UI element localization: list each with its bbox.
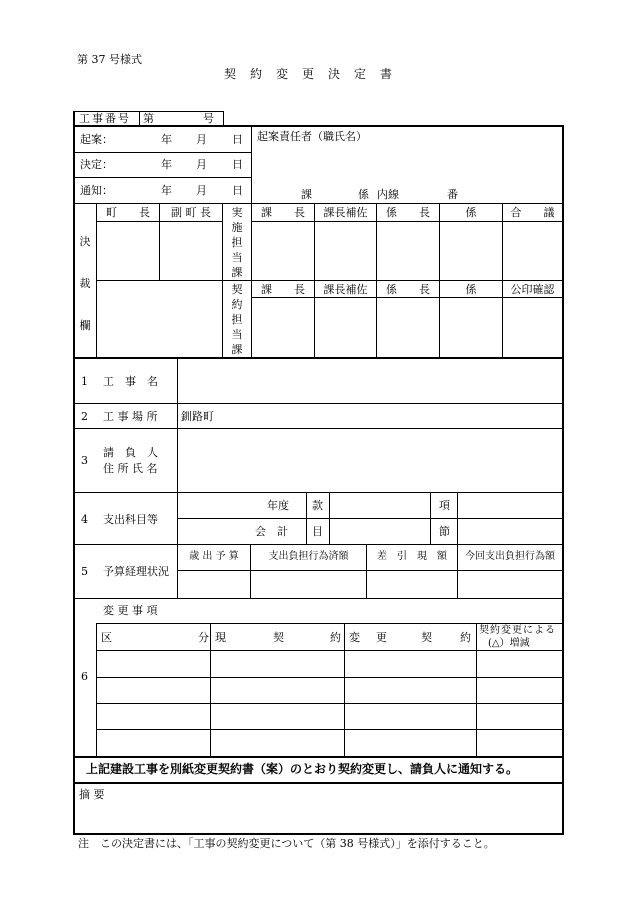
s6-num: 6 <box>81 670 88 683</box>
moku-label: 目 <box>312 525 323 538</box>
row1-kachohosa: 課長補佐 <box>323 206 368 219</box>
tsuchi-day-label: 日 <box>232 184 243 197</box>
keiyaku-tanto-1: 契 <box>231 283 243 296</box>
konkai-shishutsu-header: 今回支出負担行為額 <box>465 551 555 562</box>
jisshi-tanto-4: 当 <box>231 251 243 264</box>
kian-month-label: 月 <box>196 133 207 146</box>
statement-text: 上記建設工事を別紙変更契約書（案）のとおり契約変更し、請負人に通知する。 <box>86 762 519 776</box>
gen-yaku-label: 約 <box>330 631 341 644</box>
kian-day-label: 日 <box>232 133 243 146</box>
s5-label: 予算経理状況 <box>103 565 169 578</box>
kessai-label-2: 裁 <box>79 277 91 290</box>
keiyaku-tanto-2: 約 <box>231 298 243 311</box>
s3-num: 3 <box>81 454 88 467</box>
tsuchi-date-label: 通知： <box>80 184 113 197</box>
sashihiki-gengaku-header: 差 引 現 額 <box>377 551 447 562</box>
row2-kakaricho: 係 長 <box>386 283 430 296</box>
fukuchocho-header: 副 町 長 <box>171 206 211 219</box>
jisshi-tanto-1: 実 <box>231 206 243 219</box>
kou-label-s6: 更 <box>376 631 387 644</box>
chocho-header: 町 長 <box>106 206 150 219</box>
keiyaku-tanto-5: 課 <box>231 343 243 356</box>
bun-label: 分 <box>198 631 209 644</box>
tekiyo-input[interactable] <box>120 786 558 828</box>
page-title: 契 約 変 更 決 定 書 <box>224 67 394 81</box>
kou-label: 項 <box>439 499 450 512</box>
kian-year-label: 年 <box>161 133 172 146</box>
row2-kakari: 係 <box>465 283 477 296</box>
saishutsu-yosan-header: 歳 出 予 算 <box>189 551 239 562</box>
s4-num: 4 <box>81 513 88 526</box>
shishutsu-futan-zumi-header: 支出負担行為済額 <box>268 551 349 562</box>
zogen-header-1: 契約変更による <box>479 625 556 636</box>
kettei-year-label: 年 <box>161 158 172 171</box>
kettei-date-label: 決定： <box>80 158 113 171</box>
contact-ban: 番 <box>447 188 458 201</box>
ku-label: 区 <box>101 631 112 644</box>
kaikei-label: 会 計 <box>255 525 288 538</box>
kian-sekininsha-label: 起案責任者（職氏名） <box>257 130 367 143</box>
jisshi-tanto-3: 担 <box>231 236 243 249</box>
row2-kachohosa: 課長補佐 <box>323 283 368 296</box>
s6-label: 変 更 事 項 <box>103 604 158 617</box>
tsuchi-year-label: 年 <box>161 184 172 197</box>
setsu-label: 節 <box>439 525 450 538</box>
s1-label: 工 事 名 <box>103 375 158 388</box>
koji-bango-input[interactable] <box>160 112 198 125</box>
s2-num: 2 <box>81 410 88 423</box>
row2-koin-kakunin: 公印確認 <box>510 283 555 296</box>
hen-kei-label: 契 <box>421 631 432 644</box>
go-label: 号 <box>203 112 214 125</box>
hen-label: 変 <box>349 631 360 644</box>
row1-aigi: 合 議 <box>510 206 555 219</box>
row1-kacho: 課 長 <box>261 206 305 219</box>
contact-kakari: 係 <box>358 188 369 201</box>
gen-kei-label: 契 <box>273 631 284 644</box>
jisshi-tanto-5: 課 <box>231 266 243 279</box>
row1-kakaricho: 係 長 <box>386 206 430 219</box>
row1-kakari: 係 <box>465 206 477 219</box>
s3-label-1: 請 負 人 <box>103 446 158 459</box>
koji-bango-label: 工事番号 <box>79 112 131 125</box>
gen-label: 現 <box>215 631 226 644</box>
kettei-day-label: 日 <box>232 158 243 171</box>
row2-kacho: 課 長 <box>261 283 305 296</box>
tsuchi-month-label: 月 <box>196 184 207 197</box>
zogen-header-2: (△）増減 <box>488 638 530 649</box>
s1-num: 1 <box>81 375 88 388</box>
keiyaku-tanto-4: 当 <box>231 328 243 341</box>
footer-note: 注 この決定書には、「工事の契約変更について（第 38 号様式）」を添付すること。 <box>78 837 495 850</box>
s5-num: 5 <box>81 565 88 578</box>
s4-label: 支出科目等 <box>103 513 158 526</box>
form-number: 第 37 号様式 <box>77 53 142 66</box>
kessai-label-1: 決 <box>79 235 91 248</box>
kessai-label-3: 欄 <box>79 319 91 332</box>
kettei-month-label: 月 <box>196 158 207 171</box>
tekiyo-label: 摘 要 <box>79 788 105 801</box>
jisshi-tanto-2: 施 <box>231 221 243 234</box>
koji-mei-input[interactable] <box>182 365 558 397</box>
dai-label: 第 <box>143 112 154 125</box>
s2-label: 工 事 場 所 <box>103 410 158 423</box>
s3-label-2: 住 所 氏 名 <box>103 462 158 475</box>
keiyaku-tanto-3: 担 <box>231 313 243 326</box>
hen-yaku-label: 約 <box>460 631 471 644</box>
koji-basho-value: 釧路町 <box>181 410 214 423</box>
contact-naisen: 内線 <box>377 188 399 201</box>
kan-label: 款 <box>312 499 323 512</box>
contact-ka: 課 <box>301 188 312 201</box>
nendo-label: 年度 <box>267 499 289 512</box>
kian-date-label: 起案： <box>80 133 113 146</box>
ukeoinin-input[interactable] <box>182 436 558 486</box>
